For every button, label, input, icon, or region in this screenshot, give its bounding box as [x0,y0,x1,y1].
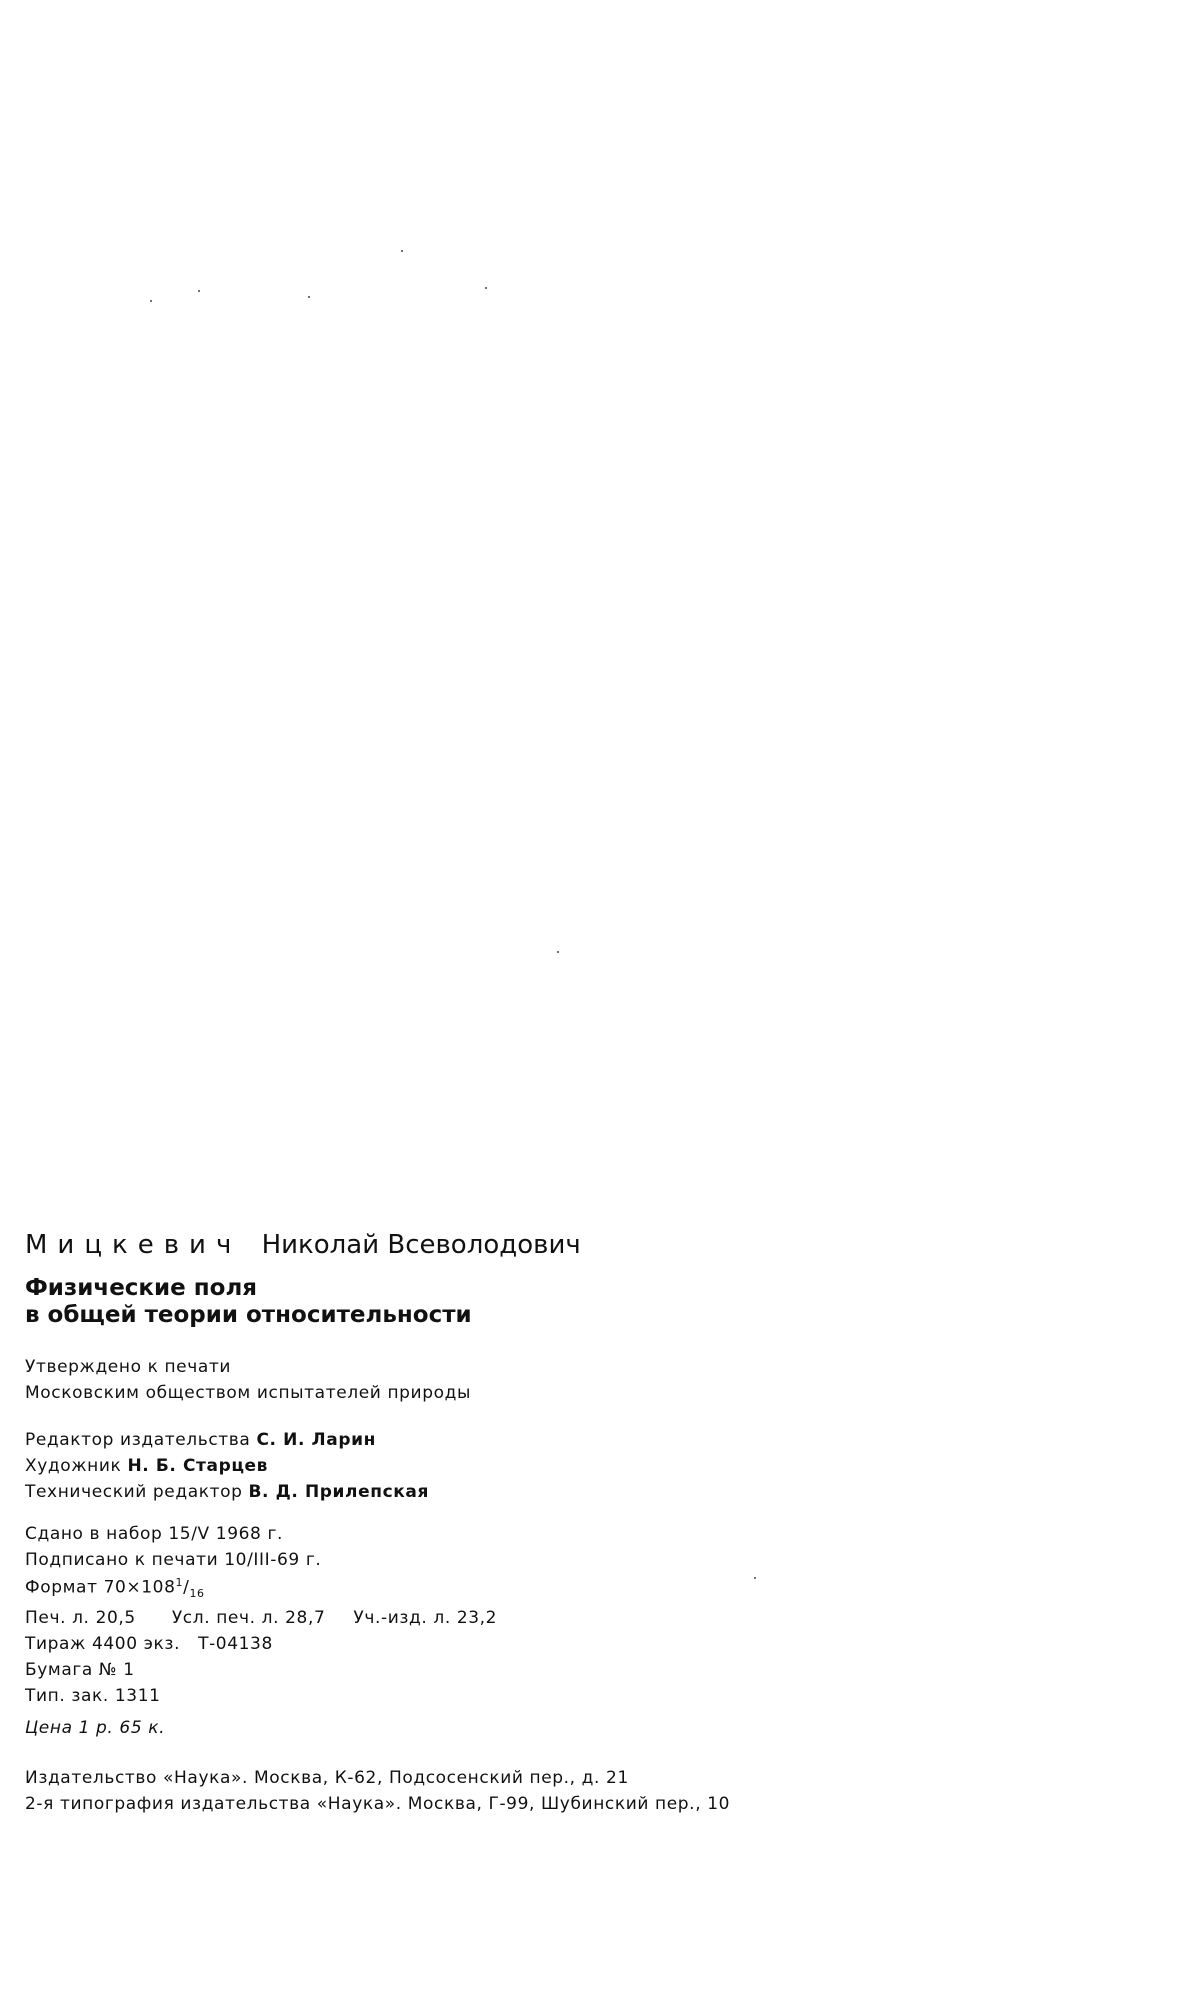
author-given-names: Николай Всеволодович [261,1230,581,1260]
tech-editor-name: В. Д. Прилепская [248,1482,429,1502]
author-line [25,1230,581,1260]
order-line: Тип. зак. 1311 [25,1686,161,1706]
format-prefix: Формат 70×108 [25,1577,176,1598]
format-slash: / [183,1577,190,1598]
speck [308,296,310,298]
speck [485,287,487,289]
format-sub: 16 [189,1587,205,1601]
speck [557,951,559,953]
signed-line: Подписано к печати 10/III-69 г. [25,1550,322,1570]
circulation-code: Т-04138 [198,1634,273,1654]
sheets-publisher: Уч.-изд. л. 23,2 [353,1608,498,1628]
circulation-line [25,1634,273,1654]
printing-house-line: 2-я типография издательства «Наука». Москва, Г-99, Шубинский пер., 10 [25,1794,731,1814]
speck [401,250,403,252]
artist-label: Художник [25,1456,122,1476]
format-sup: 1 [175,1576,184,1589]
sheets-print: Печ. л. 20,5 [25,1608,136,1628]
sheets-conditional: Усл. печ. л. 28,7 [171,1608,326,1628]
paper-line: Бумага № 1 [25,1660,135,1680]
tech-editor-line [25,1482,429,1502]
author-surname: Мицкевич [25,1230,242,1260]
book-title-line2: в общей теории относительности [25,1302,472,1328]
speck [150,300,152,302]
price-line: Цена 1 р. 65 к. [25,1718,166,1738]
book-title-line1: Физические поля [25,1275,258,1301]
editor-name: С. И. Ларин [256,1430,376,1450]
artist-name: Н. Б. Старцев [127,1456,269,1476]
format-line [25,1576,205,1600]
speck [198,290,200,292]
artist-line [25,1456,268,1476]
publisher-line: Издательство «Наука». Москва, К-62, Подсосенский пер., д. 21 [25,1768,629,1788]
circulation: Тираж 4400 экз. [25,1634,181,1654]
tech-editor-label: Технический редактор [25,1482,243,1502]
approval-line2: Московским обществом испытателей природы [25,1383,471,1403]
editor-label: Редактор издательства [25,1430,251,1450]
sheets-line [25,1608,497,1628]
speck [754,1577,756,1579]
editor-line [25,1430,376,1450]
approval-line1: Утверждено к печати [25,1357,232,1377]
submitted-line: Сдано в набор 15/V 1968 г. [25,1524,283,1544]
